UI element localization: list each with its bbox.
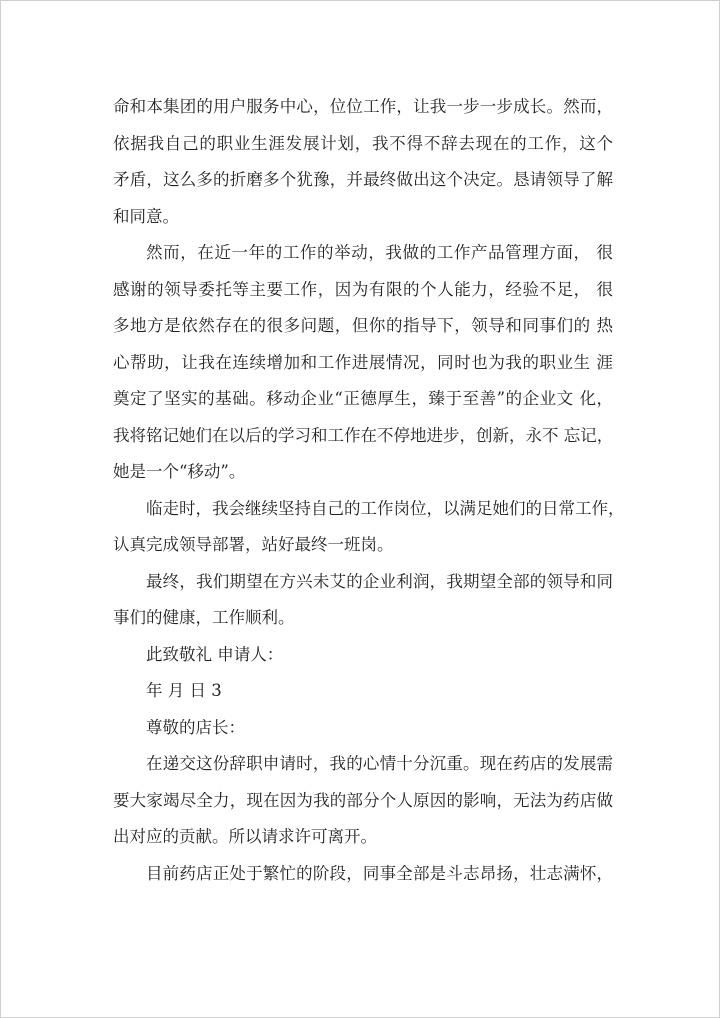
- text-line: 目前药店正处于繁忙的阶段，同事全部是斗志昂扬，壮志满怀，: [146, 863, 613, 883]
- text-line: 感谢的领导委托等主要工作，因为有限的个人能力，经验不足， 很: [113, 279, 613, 299]
- text-line: 事们的健康，工作顺利。: [113, 608, 295, 627]
- text-line: 和同意。: [113, 206, 179, 226]
- text-line: 矛盾，这么多的折磨多个犹豫，并最终做出这个决定。恳请领导了解: [113, 170, 613, 189]
- paragraph: [113, 235, 613, 491]
- paragraph: [113, 491, 625, 564]
- paragraph: [113, 89, 613, 235]
- text-line: 她是一个“移动”。: [113, 462, 246, 481]
- text-line: 要大家竭尽全力，现在因为我的部分个人原因的影响，无法为药店做: [113, 790, 613, 810]
- text-line: 我将铭记她们在以后的学习和工作在不停地进步，创新，永不 忘记，: [113, 425, 614, 445]
- text-line: 奠定了坚实的基础。移动企业“正德厚生，臻于至善”的企业文 化，: [113, 389, 613, 408]
- text-line: 最终，我们期望在方兴未艾的企业利润，我期望全部的领导和同: [146, 571, 613, 591]
- paragraph: [113, 564, 613, 637]
- text-line: 命和本集团的用户服务中心，位位工作，让我一步一步成长。然而，: [113, 97, 613, 116]
- text-line: 出对应的贡献。所以请求许可离开。: [113, 827, 377, 846]
- closing-salutation: 此致敬礼 申请人：: [146, 644, 284, 664]
- text-line: 临走时，我会继续坚持自己的工作岗位，以满足她们的日常工作，: [146, 498, 625, 518]
- paragraph: [113, 746, 613, 856]
- paragraph: [113, 710, 613, 747]
- greeting-line: 尊敬的店长：: [146, 717, 245, 737]
- paragraph: [113, 673, 613, 710]
- paragraph: [113, 856, 613, 893]
- text-line: 依据我自己的职业生涯发展计划，我不得不辞去现在的工作，这个: [113, 133, 613, 153]
- text-line: 在递交这份辞职申请时，我的心情十分沉重。现在药店的发展需: [146, 754, 613, 773]
- text-line: 多地方是依然存在的很多问题，但你的指导下，领导和同事们的 热: [113, 316, 613, 335]
- text-line: 认真完成领导部署，站好最终一班岗。: [113, 535, 394, 554]
- date-line: 年 月 日 3: [146, 681, 222, 700]
- paragraph: [113, 637, 613, 674]
- document-body: [113, 89, 625, 892]
- text-line: 然而，在近一年的工作的举动，我做的工作产品管理方面， 很: [146, 243, 613, 262]
- text-line: 心帮助，让我在连续增加和工作进展情况，同时也为我的职业生 涯: [113, 352, 613, 372]
